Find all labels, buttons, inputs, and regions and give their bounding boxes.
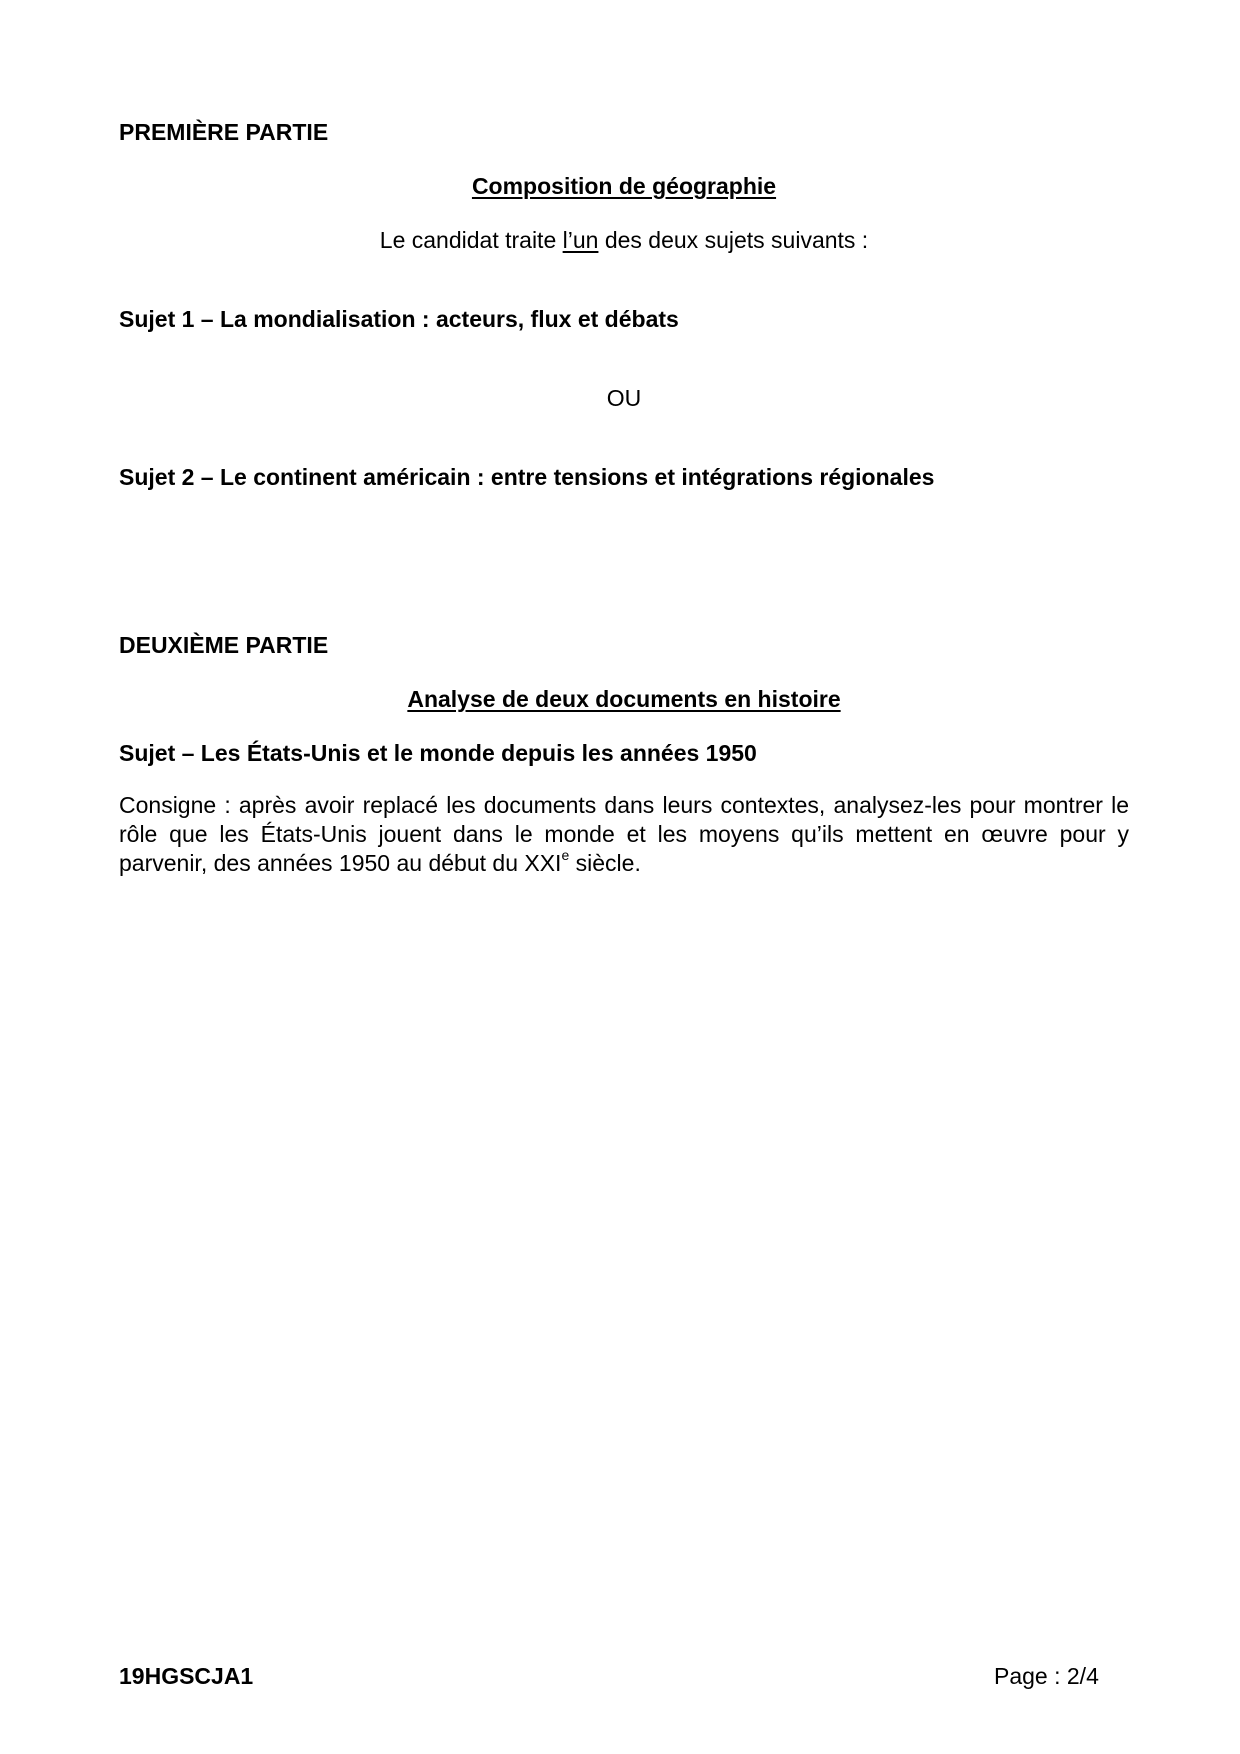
- instruction-after: des deux sujets suivants :: [598, 227, 869, 253]
- part2-title-text: Analyse de deux documents en histoire: [407, 686, 841, 712]
- subject1: Sujet 1 – La mondialisation : acteurs, flux et débats: [119, 306, 679, 332]
- part2-title: [119, 685, 1129, 714]
- instruction-underlined: l’un: [562, 227, 599, 253]
- consigne-main: Consigne : après avoir replacé les documents dans leurs contextes, analysez-les pour montrer le rôle que les États-Unis jouent dans le monde et les moyens qu’ils mettent en œuvre pour y parvenir, des années 1950 au début du XXI: [119, 792, 1129, 876]
- part2-subject: Sujet – Les États-Unis et le monde depuis les années 1950: [119, 740, 757, 766]
- part1-instruction: [119, 226, 1129, 255]
- consigne-paragraph: [119, 791, 1129, 878]
- footer-page-number: Page : 2/4: [994, 1663, 1099, 1689]
- subject2: Sujet 2 – Le continent américain : entre tensions et intégrations régionales: [119, 464, 935, 490]
- consigne-superscript: e: [561, 847, 570, 864]
- part1-heading: PREMIÈRE PARTIE: [119, 119, 329, 145]
- part1-title-text: Composition de géographie: [471, 173, 777, 199]
- part2-heading: DEUXIÈME PARTIE: [119, 632, 329, 658]
- instruction-before: Le candidat traite: [379, 227, 563, 253]
- consigne-end: siècle.: [569, 850, 641, 876]
- or-separator: OU: [606, 385, 642, 411]
- footer-code: 19HGSCJA1: [119, 1663, 254, 1689]
- part1-title: [119, 172, 1129, 201]
